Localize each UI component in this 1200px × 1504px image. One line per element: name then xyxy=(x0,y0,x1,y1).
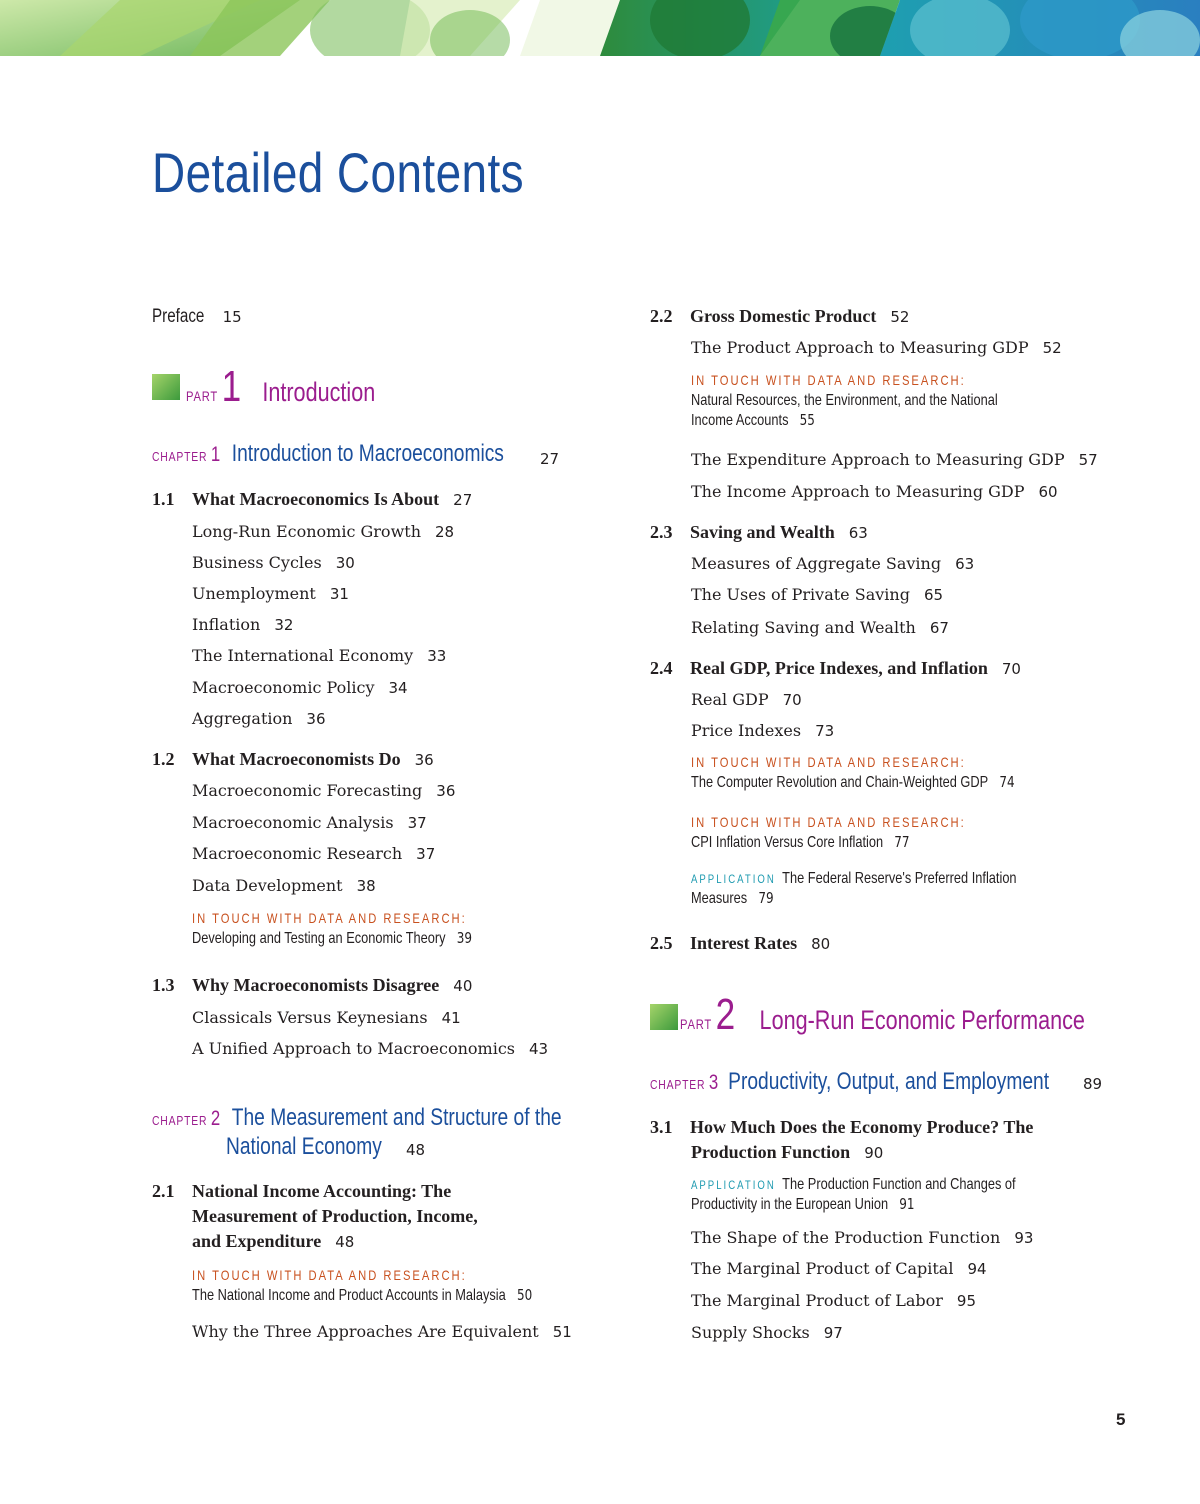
subentry-title: Macroeconomic Analysis xyxy=(192,813,394,832)
subentry-title: Inflation xyxy=(192,615,261,634)
toc-subentry[interactable] xyxy=(192,876,376,895)
toc-subentry[interactable] xyxy=(691,1228,1033,1247)
toc-subentry[interactable] xyxy=(192,1008,461,1027)
page-number: 63 xyxy=(955,555,975,573)
chapter-title: Productivity, Output, and Employment xyxy=(728,1068,1050,1095)
page-number: 48 xyxy=(406,1141,426,1159)
subentry-title: Business Cycles xyxy=(192,553,322,572)
page-number: 38 xyxy=(356,877,376,895)
page-number: 48 xyxy=(335,1233,355,1251)
feature-label: IN TOUCH WITH DATA AND RESEARCH: xyxy=(192,1267,467,1283)
page-number: 52 xyxy=(1042,339,1062,357)
chapter-heading-1[interactable] xyxy=(152,440,592,468)
page-number: 91 xyxy=(899,1195,915,1213)
subentry-title: The Income Approach to Measuring GDP xyxy=(691,482,1025,501)
toc-subentry[interactable] xyxy=(691,585,943,604)
section-title-line-3: and Expenditure xyxy=(192,1231,322,1251)
page-number: 90 xyxy=(864,1144,884,1162)
feature-title-line-2: Measures xyxy=(691,890,748,907)
part-number: 1 xyxy=(221,362,242,411)
page-number: 30 xyxy=(335,554,355,572)
section-2-1-line-2[interactable] xyxy=(192,1206,478,1227)
part-marker-icon xyxy=(650,1004,678,1030)
subentry-title: The International Economy xyxy=(192,646,414,665)
chapter-title: Introduction to Macroeconomics xyxy=(231,440,504,467)
feature-box-in-touch[interactable] xyxy=(192,908,542,948)
page-number: 36 xyxy=(436,782,456,800)
page-number: 79 xyxy=(758,889,774,907)
section-title: What Macroeconomists Do xyxy=(192,749,401,769)
feature-title-line-1: Natural Resources, the Environment, and the National xyxy=(691,392,998,409)
toc-subentry[interactable] xyxy=(192,522,454,541)
page-number: 43 xyxy=(529,1040,549,1058)
subentry-title: The Marginal Product of Capital xyxy=(691,1259,954,1278)
section-title-line-2: Measurement of Production, Income, xyxy=(192,1206,478,1226)
feature-title-line-2: Income Accounts xyxy=(691,412,789,429)
chapter-number: 3 xyxy=(708,1071,719,1094)
page-number: 33 xyxy=(427,647,447,665)
section-number: 1.3 xyxy=(152,975,175,995)
header-banner xyxy=(0,0,1200,56)
chapter-number: 1 xyxy=(210,443,221,466)
toc-subentry[interactable] xyxy=(192,781,455,800)
feature-title: The Computer Revolution and Chain-Weighted GDP xyxy=(691,774,989,791)
section-number: 1.1 xyxy=(152,489,175,509)
page-number: 51 xyxy=(552,1323,572,1341)
section-number: 2.2 xyxy=(650,306,673,326)
toc-subentry[interactable] xyxy=(691,690,802,709)
subentry-title: Relating Saving and Wealth xyxy=(691,618,916,637)
toc-subentry[interactable] xyxy=(192,553,355,572)
toc-subentry[interactable] xyxy=(691,1323,843,1342)
subentry-title: The Uses of Private Saving xyxy=(691,585,910,604)
preface-label: Preface xyxy=(152,306,205,327)
subentry-title: Price Indexes xyxy=(691,721,802,740)
section-title: Gross Domestic Product xyxy=(690,306,877,326)
page-number: 89 xyxy=(1083,1075,1103,1093)
subentry-title: A Unified Approach to Macroeconomics xyxy=(192,1039,515,1058)
feature-box-in-touch[interactable] xyxy=(691,812,1034,852)
page-number: 55 xyxy=(799,411,815,429)
feature-label: IN TOUCH WITH DATA AND RESEARCH: xyxy=(691,754,966,770)
application-label: APPLICATION xyxy=(691,1178,776,1192)
page-number: 73 xyxy=(815,722,835,740)
toc-subentry[interactable] xyxy=(192,1322,572,1341)
chapter-label: CHAPTER xyxy=(152,449,208,464)
page-number: 70 xyxy=(1001,660,1021,678)
toc-subentry[interactable] xyxy=(691,482,1058,501)
section-number: 2.4 xyxy=(650,658,673,678)
chapter-title-line-1: The Measurement and Structure of the xyxy=(231,1104,562,1131)
feature-box-application[interactable] xyxy=(691,1174,1097,1214)
part-number: 2 xyxy=(715,990,736,1039)
chapter-number: 2 xyxy=(210,1107,221,1130)
part-label: PART xyxy=(680,1016,713,1032)
page-number: 39 xyxy=(456,929,473,947)
feature-title: Developing and Testing an Economic Theory xyxy=(192,930,446,947)
page-number: 37 xyxy=(407,814,427,832)
page-number: 31 xyxy=(329,585,349,603)
feature-title-line-2: Productivity in the European Union xyxy=(691,1196,889,1213)
subentry-title: Unemployment xyxy=(192,584,316,603)
chapter-label: CHAPTER xyxy=(152,1113,208,1128)
page-number: 27 xyxy=(540,450,560,468)
subentry-title: Supply Shocks xyxy=(691,1323,810,1342)
page-number: 94 xyxy=(967,1260,987,1278)
page-number: 67 xyxy=(929,619,949,637)
page-number: 40 xyxy=(453,977,473,995)
subentry-title: The Product Approach to Measuring GDP xyxy=(691,338,1029,357)
feature-box-in-touch[interactable] xyxy=(691,752,1096,792)
page-number: 70 xyxy=(782,691,802,709)
part-label: PART xyxy=(186,388,219,404)
feature-box-in-touch[interactable] xyxy=(691,370,1074,430)
feature-label: IN TOUCH WITH DATA AND RESEARCH: xyxy=(691,372,966,388)
page-number: 27 xyxy=(453,491,473,509)
subentry-title: Measures of Aggregate Saving xyxy=(691,554,942,573)
page-number: 37 xyxy=(416,845,436,863)
subentry-title: Classicals Versus Keynesians xyxy=(192,1008,428,1027)
page-number: 74 xyxy=(999,773,1015,791)
section-title: What Macroeconomics Is About xyxy=(192,489,440,509)
toc-subentry[interactable] xyxy=(192,678,408,697)
page-title: Detailed Contents xyxy=(152,141,524,204)
subentry-title: Aggregation xyxy=(192,709,293,728)
toc-entry-preface[interactable] xyxy=(152,306,242,328)
feature-title: The National Income and Product Accounts in Malaysia xyxy=(192,1287,506,1304)
subentry-title: Why the Three Approaches Are Equivalent xyxy=(192,1322,539,1341)
feature-box-application[interactable] xyxy=(691,868,1098,908)
subentry-title: Real GDP xyxy=(691,690,769,709)
feature-box-in-touch[interactable] xyxy=(192,1265,617,1305)
section-1-2[interactable] xyxy=(152,749,434,770)
decorative-banner-graphic xyxy=(0,0,1200,56)
section-2-5[interactable] xyxy=(650,933,830,954)
section-title: Real GDP, Price Indexes, and Inflation xyxy=(690,658,988,678)
section-number: 2.3 xyxy=(650,522,673,542)
section-2-2[interactable] xyxy=(650,306,909,327)
toc-subentry[interactable] xyxy=(691,554,974,573)
page-number: 63 xyxy=(848,524,868,542)
part-title: Introduction xyxy=(262,377,376,407)
page-number: 97 xyxy=(823,1324,843,1342)
page-number: 57 xyxy=(1078,451,1098,469)
feature-label: IN TOUCH WITH DATA AND RESEARCH: xyxy=(691,814,966,830)
feature-title-line-1: The Production Function and Changes of xyxy=(782,1176,1016,1193)
page-number: 28 xyxy=(435,523,455,541)
subentry-title: Long-Run Economic Growth xyxy=(192,522,421,541)
section-title-line-1: National Income Accounting: The xyxy=(192,1181,452,1201)
toc-subentry[interactable] xyxy=(192,615,293,634)
section-title-line-2: Production Function xyxy=(691,1142,851,1162)
section-2-4[interactable] xyxy=(650,658,1021,679)
section-number: 1.2 xyxy=(152,749,175,769)
page-number: 95 xyxy=(956,1292,976,1310)
section-number: 2.5 xyxy=(650,933,673,953)
chapter-heading-2-line-2[interactable] xyxy=(226,1133,421,1161)
page-number: 15 xyxy=(222,308,242,326)
feature-title: CPI Inflation Versus Core Inflation xyxy=(691,834,884,851)
page-number: 32 xyxy=(274,616,294,634)
subentry-title: Data Development xyxy=(192,876,343,895)
page-folio: 5 xyxy=(1116,1410,1126,1429)
section-1-1[interactable] xyxy=(152,489,472,510)
toc-subentry[interactable] xyxy=(192,584,349,603)
toc-subentry[interactable] xyxy=(691,1291,976,1310)
page-number: 50 xyxy=(516,1286,533,1304)
section-3-1[interactable] xyxy=(650,1117,1033,1138)
subentry-title: Macroeconomic Research xyxy=(192,844,403,863)
part-marker-icon xyxy=(152,374,180,400)
toc-subentry[interactable] xyxy=(192,646,446,665)
page-number: 60 xyxy=(1038,483,1058,501)
toc-subentry[interactable] xyxy=(691,1259,987,1278)
section-2-3[interactable] xyxy=(650,522,868,543)
part-heading-1[interactable] xyxy=(186,362,423,412)
subentry-title: The Expenditure Approach to Measuring GDP xyxy=(691,450,1065,469)
toc-subentry[interactable] xyxy=(192,709,326,728)
page-number: 65 xyxy=(923,586,944,604)
section-title: Why Macroeconomists Disagree xyxy=(192,975,440,995)
toc-subentry[interactable] xyxy=(192,1039,548,1058)
feature-title-line-1: The Federal Reserve's Preferred Inflation xyxy=(782,870,1017,887)
subentry-title: The Marginal Product of Labor xyxy=(691,1291,943,1310)
section-title: Interest Rates xyxy=(690,933,798,953)
page-number: 36 xyxy=(306,710,326,728)
page-number: 34 xyxy=(388,679,408,697)
subentry-title: Macroeconomic Policy xyxy=(192,678,375,697)
toc-subentry[interactable] xyxy=(192,813,427,832)
part-title: Long-Run Economic Performance xyxy=(759,1005,1085,1035)
chapter-heading-2[interactable] xyxy=(152,1104,664,1132)
section-number: 3.1 xyxy=(650,1117,673,1137)
page-number: 52 xyxy=(890,308,910,326)
subentry-title: Macroeconomic Forecasting xyxy=(192,781,423,800)
part-heading-2[interactable] xyxy=(680,990,1186,1040)
section-title-line-1: How Much Does the Economy Produce? The xyxy=(690,1117,1034,1137)
chapter-title-line-2: National Economy xyxy=(226,1133,382,1160)
toc-subentry[interactable] xyxy=(691,618,949,637)
subentry-title: The Shape of the Production Function xyxy=(691,1228,1001,1247)
chapter-heading-3[interactable] xyxy=(650,1068,1149,1096)
toc-subentry[interactable] xyxy=(691,721,834,740)
section-2-1-line-3[interactable] xyxy=(192,1231,354,1252)
section-3-1-line-2[interactable] xyxy=(691,1142,883,1163)
section-1-3[interactable] xyxy=(152,975,472,996)
page-number: 77 xyxy=(894,833,910,851)
page-number: 36 xyxy=(414,751,434,769)
feature-label: IN TOUCH WITH DATA AND RESEARCH: xyxy=(192,910,467,926)
page-number: 93 xyxy=(1014,1229,1034,1247)
section-2-1[interactable] xyxy=(152,1181,451,1202)
toc-subentry[interactable] xyxy=(192,844,435,863)
toc-subentry[interactable] xyxy=(691,338,1062,357)
section-number: 2.1 xyxy=(152,1181,175,1201)
toc-subentry[interactable] xyxy=(691,450,1098,469)
page-number: 80 xyxy=(811,935,831,953)
application-label: APPLICATION xyxy=(691,872,776,886)
chapter-label: CHAPTER xyxy=(650,1077,706,1092)
section-title: Saving and Wealth xyxy=(690,522,835,542)
page-number: 41 xyxy=(441,1009,461,1027)
